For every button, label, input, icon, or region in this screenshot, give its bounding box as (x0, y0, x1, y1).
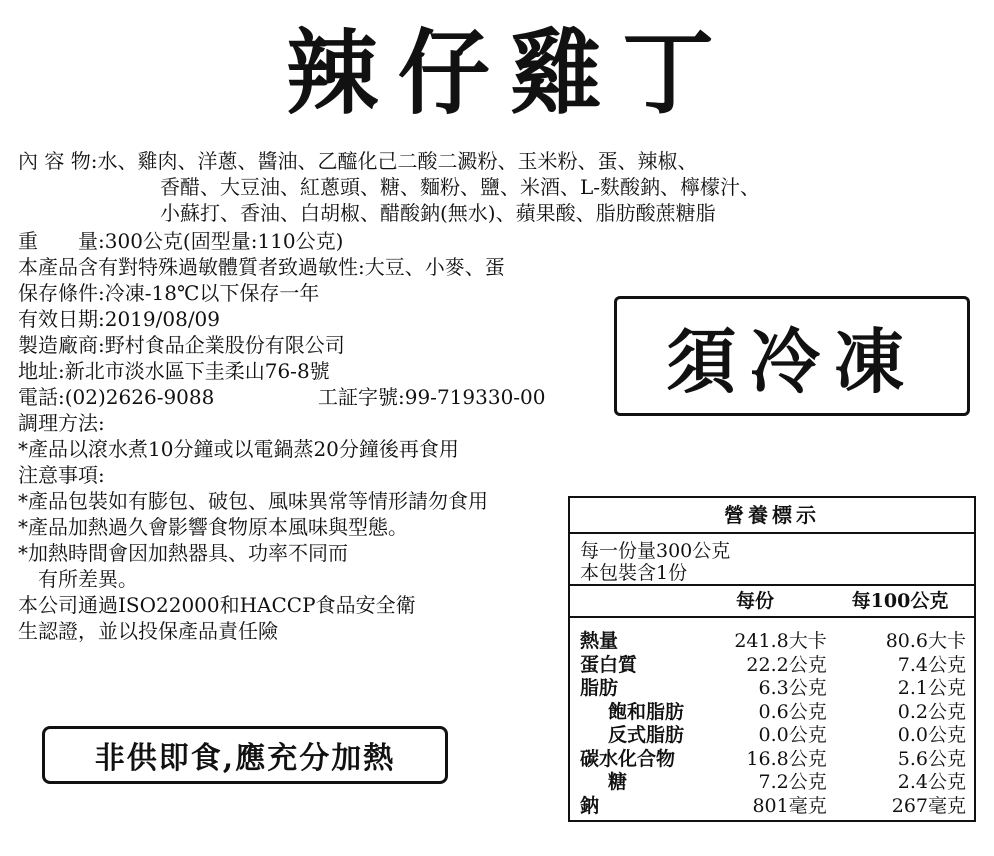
nutrient-per-serving: 16.8公克 (746, 747, 827, 770)
serving-size: 每一份量300公克 (580, 540, 731, 562)
product-title: 辣仔雞丁 (285, 19, 734, 127)
nutrition-row (580, 654, 966, 678)
serving-info (570, 534, 974, 586)
notice-line-2: *產品加熱過久會影響食物原本風味與型態。 (18, 515, 408, 539)
nutrient-per-100g: 0.0公克 (897, 724, 966, 746)
storage-line: 保存條件:冷凍-18℃以下保存一年 (18, 281, 320, 305)
servings-per-pack: 本包裝含1份 (580, 562, 688, 584)
nutrition-rows (570, 618, 974, 818)
nutrition-row (580, 724, 966, 748)
nutrient-per-100g: 2.1公克 (897, 677, 966, 699)
nutrient-per-100g: 5.6公克 (897, 747, 966, 770)
nutrition-row (580, 795, 966, 819)
cooking-line: *產品以滾水煮10分鐘或以電鍋蒸20分鐘後再食用 (18, 437, 459, 461)
nutrition-column-headers (570, 586, 974, 618)
not-ready-to-eat-stamp (42, 726, 448, 784)
address-line: 地址:新北市淡水區下圭柔山76-8號 (18, 359, 330, 383)
nutrition-row (580, 677, 966, 701)
weight-value: 300公克(固型量:110公克) (104, 229, 344, 253)
ingredients-line-1 (18, 148, 697, 174)
nutrient-per-100g: 267毫克 (891, 794, 966, 817)
nutrient-name: 碳水化合物 (580, 747, 676, 770)
nutrient-per-serving: 7.2公克 (758, 771, 827, 793)
nutrient-per-serving: 6.3公克 (758, 677, 827, 699)
weight-line (18, 228, 343, 254)
phone-line: 電話:(02)2626-9088 (18, 385, 215, 409)
nutrient-name: 鈉 (580, 794, 600, 817)
nutrient-per-100g: 7.4公克 (897, 653, 966, 676)
nutrient-name: 糖 (608, 771, 628, 793)
notice-label: 注意事項: (18, 463, 105, 487)
nutrient-name: 脂肪 (580, 677, 619, 699)
cert-line-1: 本公司通過ISO22000和HACCP食品安全衛 (18, 593, 416, 617)
nutrient-per-serving: 0.6公克 (758, 700, 827, 723)
freeze-stamp (614, 296, 970, 416)
allergen-line: 本產品含有對特殊過敏體質者致過敏性:大豆、小麥、蛋 (18, 255, 505, 279)
nutrient-per-serving: 801毫克 (752, 794, 827, 817)
nutrient-name: 反式脂肪 (608, 724, 685, 746)
nutrient-name: 熱量 (580, 630, 619, 652)
cooking-label: 調理方法: (18, 411, 105, 435)
nutrient-per-serving: 241.8大卡 (734, 630, 827, 652)
maker-line: 製造廠商:野村食品企業股份有限公司 (18, 333, 345, 357)
nutrition-table (568, 496, 976, 822)
notice-line-3: *加熱時間會因加熱器具、功率不同而 (18, 541, 348, 565)
nutrition-row (580, 630, 966, 654)
cert-line-2: 生認證，並以投保產品責任險 (18, 619, 278, 643)
ingredients-line-3: 小蘇打、香油、白胡椒、醋酸鈉(無水)、蘋果酸、脂肪酸蔗糖脂 (160, 201, 716, 225)
ingredients-line-2: 香醋、大豆油、紅蔥頭、糖、麵粉、鹽、米酒、L-麩酸鈉、檸檬汁、 (160, 175, 761, 199)
nutrient-per-serving: 0.0公克 (758, 724, 827, 746)
weight-label: 重 量: (18, 229, 105, 253)
nutrition-row (580, 771, 966, 795)
notice-line-4: 有所差異。 (18, 567, 138, 591)
license-line: 工証字號:99-719330-00 (318, 385, 546, 409)
nutrition-header: 營養標示 (570, 498, 974, 534)
nutrient-per-100g: 0.2公克 (897, 700, 966, 723)
nutrient-name: 飽和脂肪 (608, 700, 685, 723)
nutrient-per-serving: 22.2公克 (746, 653, 827, 676)
column-per-100g: 每100公克 (851, 590, 949, 612)
nutrient-name: 蛋白質 (580, 653, 638, 676)
column-per-serving: 每份 (735, 590, 774, 612)
nutrient-per-100g: 80.6大卡 (885, 630, 966, 652)
not-ready-to-eat-text: 非供即食,應充分加熱 (94, 741, 396, 776)
notice-line-1: *產品包裝如有膨包、破包、風味異常等情形請勿食用 (18, 489, 488, 513)
ingredients-label: 內 容 物: (18, 149, 98, 173)
freeze-stamp-text: 須冷凍 (666, 319, 918, 403)
expiry-line: 有效日期:2019/08/09 (18, 307, 221, 331)
ingredients-text: 水、雞肉、洋蔥、醬油、乙醯化己二酸二澱粉、玉米粉、蛋、辣椒、 (97, 149, 698, 173)
column-spacer (570, 586, 680, 616)
nutrient-per-100g: 2.4公克 (897, 771, 966, 793)
nutrition-row (580, 701, 966, 725)
nutrition-row (580, 748, 966, 772)
